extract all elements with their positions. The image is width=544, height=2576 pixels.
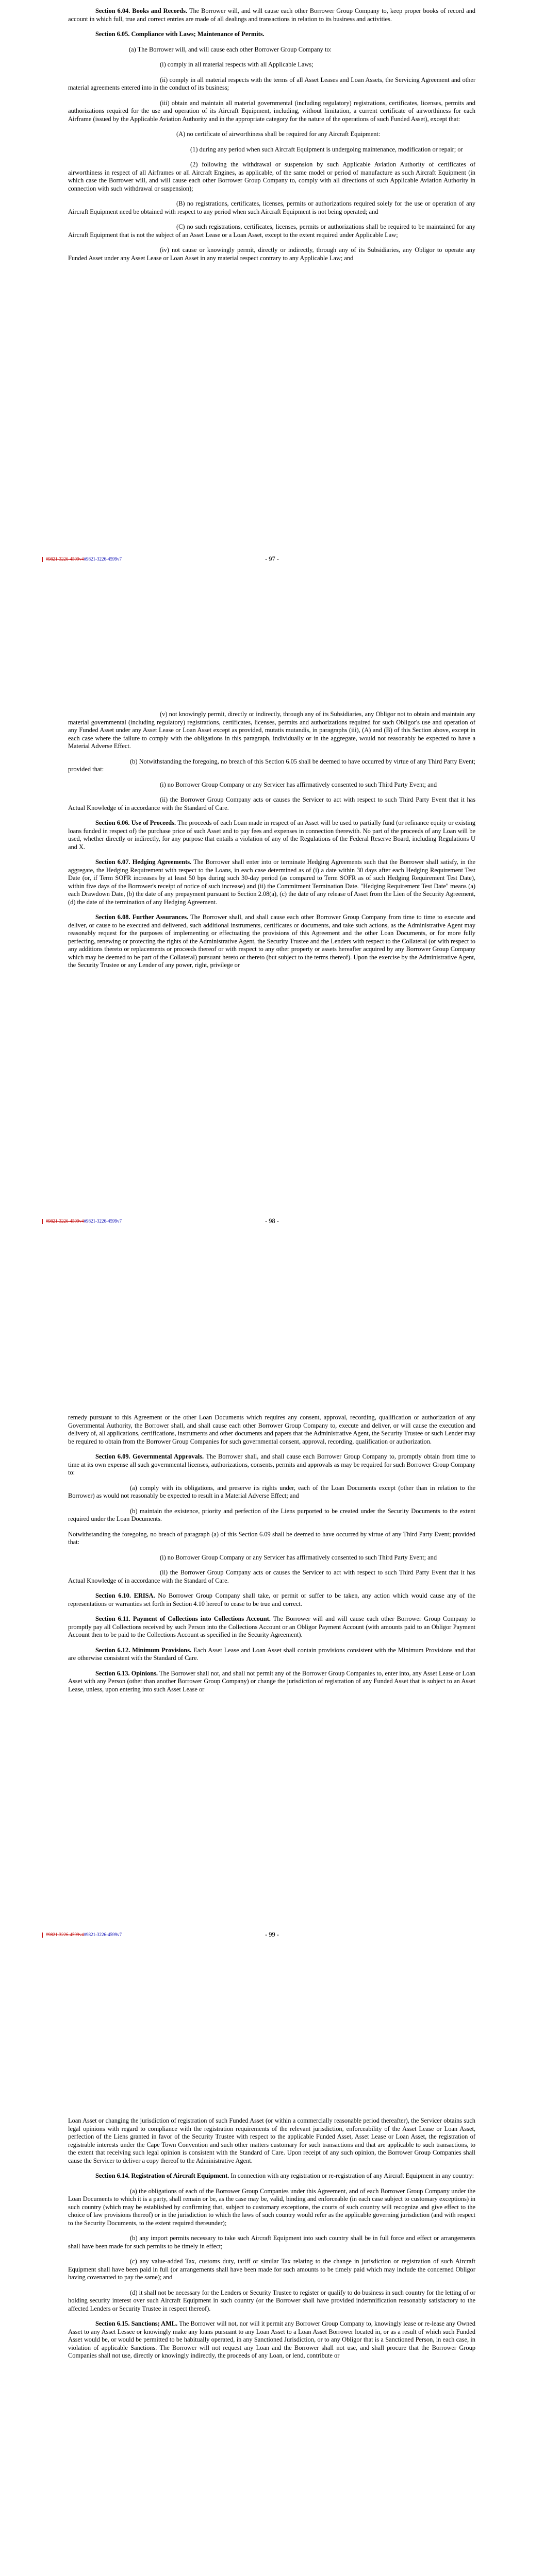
paragraph: Section 6.04. Books and Records. The Borrower will, and will cause each other Borrower Group Company to, keep proper books of record and account in which full, true and correct entries are made of all dealings and transactions in relation to its business and activities. xyxy=(68,7,475,23)
paragraph: Section 6.15. Sanctions; AML. The Borrower will not, nor will it permit any Borrower Group Company to, knowingly lease or re-lease any Owned Asset to any Asset Lessee or knowingly make any loans pursuant to any Loan Asset to a Loan Asset Borrower located in, or as a result of which such Funded Asset would be, or would be permitted to be habitually operated, in any Sanctioned Jurisdiction, or to any Obligor that is a Sanctioned Person, in each case, in violation of applicable Sanctions. The Borrower will not request any Loan and the Borrower shall not use, and shall procure that the Borrower Group Companies shall not use, directly or knowingly indirectly, the proceeds of any Loan, or lend, contribute or xyxy=(68,2320,475,2359)
page-body xyxy=(68,710,475,977)
paragraph: (c) any value-added Tax, customs duty, tariff or similar Tax relating to the change in jurisdiction or registration of such Aircraft Equipment shall have been paid in full (or arrangements shall have been made for such amounts to be timely paid which may include the concerned Obligor having covenanted to pay the same); and xyxy=(68,2258,475,2281)
inserted-doc-id: #9821-3226-4599v7 xyxy=(84,1932,122,1937)
paragraph: (a) the obligations of each of the Borrower Group Companies under this Agreement, and of each Borrower Group Company under the Loan Documents to which it is a party, shall remain or be, as the case may be, valid, binding and enforceable (in each case subject to customary exceptions) in such country (which may be established by confirming that, subject to customary exceptions, the courts of such country will recognize and give effect to the choice of law provisions thereof) or in the jurisdiction to which the laws of such country would refer as the applicable governing jurisdiction (and with respect to the Security Documents, to the extent required thereunder); xyxy=(68,2187,475,2227)
paragraph: Section 6.06. Use of Proceeds. The proceeds of each Loan made in respect of an Asset will be used to partially fund (or refinance equity or existing loans funded in respect of) the purchase price of such Asset and to pay fees and expenses in connection therewith. No part of the proceeds of any Loan will be used, whether directly or indirectly, for any purpose that entails a violation of any of the Regulations of the Federal Reserve Board, including Regulations U and X. xyxy=(68,819,475,851)
paragraph: (i) comply in all material respects with all Applicable Laws; xyxy=(160,61,314,68)
paragraph: (ii) the Borrower Group Company acts or causes the Servicer to act with respect to such Third Party Event that it has Actual Knowledge of in accordance with the Standard of Care. xyxy=(68,1569,475,1584)
paragraph: (A) no certificate of airworthiness shall be required for any Aircraft Equipment: xyxy=(176,130,381,138)
paragraph: remedy pursuant to this Agreement or the other Loan Documents which requires any consent, approval, recording, qualification or authorization of any Governmental Authority, the Borrower shall, and shall cause each other Borrower Group Company to, execute and deliver, or will cause the execution and delivery of, all applications, certifications, instruments and other documents and papers that the Administrative Agent, the Security Trustee or such Lender may be required to obtain from the Borrower Group Companies for such governmental consent, approval, recording, qualification or authorization. xyxy=(68,1414,475,1445)
paragraph: Section 6.10. ERISA. No Borrower Group Company shall take, or permit or suffer to be taken, any action which would cause any of the representations or warranties set forth in Section 4.10 hereof to cease to be true and correct. xyxy=(68,1592,475,1607)
paragraph: Section 6.14. Registration of Aircraft Equipment. In connection with any registration or re-registration of any Aircraft Equipment in any country: xyxy=(95,2172,474,2179)
paragraph: (i) no Borrower Group Company or any Servicer has affirmatively consented to such Third Party Event; and xyxy=(160,781,437,788)
page-97 xyxy=(0,0,544,703)
paragraph: (iv) not cause or knowingly permit, directly or indirectly, through any of its Subsidiaries, any Obligor to operate any Funded Asset under any Asset Lease or Loan Asset in any material respect contrary to any Applicable Law; and xyxy=(68,246,475,262)
page-body xyxy=(68,2117,475,2367)
paragraph: (i) no Borrower Group Company or any Servicer has affirmatively consented to such Third Party Event; and xyxy=(160,1553,437,1561)
deleted-doc-id: #9821-3226-4599v4 xyxy=(46,556,84,562)
paragraph: (b) Notwithstanding the foregoing, no breach of this Section 6.05 shall be deemed to have occurred by virtue of any Third Party Event; provided that: xyxy=(68,757,475,773)
paragraph: (a) comply with its obligations, and preserve its rights under, each of the Loan Documents except (other than in relation to the Borrower) as would not reasonably be expected to result in a Material Adverse Effect; and xyxy=(68,1484,475,1499)
deleted-doc-id: #9821-3226-4599v4 xyxy=(46,1932,84,1937)
deleted-doc-id: #9821-3226-4599v4 xyxy=(46,1218,84,1224)
page-99 xyxy=(0,1406,544,2110)
paragraph: Section 6.05. Compliance with Laws; Maintenance of Permits. xyxy=(95,30,265,38)
paragraph: (iii) obtain and maintain all material governmental (including regulatory) registrations, certificates, licenses, permits and authorizations required for the use and operation of its Aircraft Equipment, including, without limitation, a current certificate of airworthiness for each Airframe (issued by the Applicable Aviation Authority and in the appropriate category for the nature of the operations of such Funded Asset), except that: xyxy=(68,99,475,123)
page-number: - 99 - xyxy=(265,1931,279,1938)
paragraph: (a) The Borrower will, and will cause each other Borrower Group Company to: xyxy=(129,45,332,53)
paragraph: Section 6.08. Further Assurances. The Borrower shall, and shall cause each other Borrower Group Company from time to time to execute and deliver, or cause to be executed and delivered, such additional instruments, certificates or documents, and take such actions, as the Administrative Agent may reasonably request for the purposes of implementing or effectuating the provisions of this Agreement and the other Loan Documents, or for more fully perfecting, renewing or protecting the rights of the Administrative Agent, the Security Trustee and the Lenders with respect to the Collateral (or with respect to any additions thereto or replacements or proceeds thereof or with respect to any other property or assets hereafter acquired by any Borrower Group Company which may be deemed to be part of the Collateral) pursuant hereto or thereto (but subject to the terms thereof). Upon the exercise by the Administrative Agent, the Security Trustee or any Lender of any power, right, privilege or xyxy=(68,913,475,969)
paragraph: (b) maintain the existence, priority and perfection of the Liens purported to be created under the Security Documents to the extent required under the Loan Documents. xyxy=(68,1507,475,1522)
paragraph: (b) any import permits necessary to take such Aircraft Equipment into such country shall be in full force and effect or arrangements shall have been made for such permits to be timely in effect; xyxy=(68,2234,475,2250)
paragraph: (B) no registrations, certificates, licenses, permits or authorizations required solely for the use or operation of any Aircraft Equipment need be obtained with respect to any period when such Aircraft Equipment is not being operated; and xyxy=(68,200,475,215)
paragraph: Loan Asset or changing the jurisdiction of registration of such Funded Asset (or within a commercially reasonable period thereafter), the Servicer obtains such legal opinions with regard to compliance with the registration requirements of the relevant jurisdiction, enforceability of the Asset Lease or Loan Asset, perfection of the Liens granted in favor of the Security Trustee with respect to the applicable Funded Asset, Asset Lease or Loan Asset, the registration of registrable interests under the Cape Town Convention and such other matters customary for such transactions and that are applicable to such transactions, to the extent that receiving such legal opinion is consistent with the Standard of Care. Upon receipt of any such opinion, the Borrower Group Companies shall cause the Servicer to deliver a copy thereof to the Administrative Agent. xyxy=(68,2117,475,2164)
paragraph: Notwithstanding the foregoing, no breach of paragraph (a) of this Section 6.09 shall be deemed to have occurred by virtue of any Third Party Event; provided that: xyxy=(68,1530,475,1546)
paragraph: (ii) the Borrower Group Company acts or causes the Servicer to act with respect to such Third Party Event that it has Actual Knowledge of in accordance with the Standard of Care. xyxy=(68,796,475,811)
paragraph: Section 6.11. Payment of Collections into Collections Account. The Borrower will and will cause each other Borrower Group Company to promptly pay all Collections received by such Person into the Collections Account or an Obligor Payment Account (with amounts paid to an Obligor Payment Account then to be paid to the Collections Account as specified in the Security Agreement). xyxy=(68,1615,476,1638)
page-number: - 97 - xyxy=(265,555,279,563)
page-number: - 98 - xyxy=(265,1217,279,1225)
paragraph: (C) no such registrations, certificates, licenses, permits or authorizations shall be required to be maintained for any Aircraft Equipment that is not the subject of an Asset Lease or a Loan Asset, except to the extent required under Applicable Law; xyxy=(68,223,475,239)
page-100 xyxy=(0,2110,544,2576)
paragraph: Section 6.07. Hedging Agreements. The Borrower shall enter into or terminate Hedging Agreements such that the Borrower shall satisfy, in the aggregate, the Hedging Requirement with respect to the Loans, in each case determined as of (i) a date within 30 days after each Hedging Requirement Test Date (or, if Term SOFR increases by at least 50 bps during such 30-day period (as compared to Term SOFR as of such Hedging Requirement Test Date), within five days of the Borrower's receipt of notice of such increase) and (ii) the Commitment Termination Date. "Hedging Requirement Test Date" means (a) each Drawdown Date, (b) the date of any prepayment pursuant to Section 2.08(a), (c) the date of any release of Asset from the Lien of the Security Agreement, (d) the date of the termination of any Hedging Agreement. xyxy=(68,858,475,906)
inserted-doc-id: #9821-3226-4599v7 xyxy=(84,556,122,562)
paragraph: Section 6.09. Governmental Approvals. The Borrower shall, and shall cause each Borrower Group Company to, promptly obtain from time to time at its own expense all such governmental licenses, authorizations, consents, permits and approvals as may be required for such Borrower Group Company to: xyxy=(68,1453,475,1476)
page-98 xyxy=(0,703,544,1406)
paragraph: (2) following the withdrawal or suspension by such Applicable Aviation Authority of certificates of airworthiness in respect of all Airframes or all Aircraft Engines, as applicable, of the same model or period of manufacture as such Aircraft Equipment (in which case the Borrower will, and will cause each other Borrower Group Company to, comply with all directions of such Applicable Aviation Authority in connection with such withdrawal or suspension); xyxy=(68,161,475,192)
inserted-doc-id: #9821-3226-4599v7 xyxy=(84,1218,122,1224)
paragraph: (ii) comply in all material respects with the terms of all Asset Leases and Loan Assets, the Servicing Agreement and other material agreements entered into in the conduct of its business; xyxy=(68,76,475,91)
page-body xyxy=(68,7,475,269)
paragraph: Section 6.12. Minimum Provisions. Each Asset Lease and Loan Asset shall contain provisions consistent with the Minimum Provisions and that are otherwise consistent with the Standard of Care. xyxy=(68,1646,475,1662)
paragraph: (v) not knowingly permit, directly or indirectly, through any of its Subsidiaries, any Obligor not to obtain and maintain any material governmental (including regulatory) registrations, certificates, licenses, permits and authorizations required for such Obligor's use and operation of any Funded Asset under any Asset Lease or Loan Asset except as provided, mutatis mutandis, in paragraphs (iii), (A) and (B) of this Section above, except in each case where the failure to comply with the obligations in this paragraph, individually or in the aggregate, would not reasonably be expected to have a Material Adverse Effect. xyxy=(68,710,475,750)
paragraph: Section 6.13. Opinions. The Borrower shall not, and shall not permit any of the Borrower Group Companies to, enter into, any Asset Lease or Loan Asset with any Person (other than another Borrower Group Company) or change the jurisdiction of registration of any Funded Asset that is subject to an Asset Lease, unless, upon entering into such Asset Lease or xyxy=(68,1669,475,1693)
paragraph: (1) during any period when such Aircraft Equipment is undergoing maintenance, modification or repair; or xyxy=(190,145,463,153)
page-body xyxy=(68,1414,475,1701)
paragraph: (d) it shall not be necessary for the Lenders or Security Trustee to register or qualify to do business in such country for the letting of or holding security interest over such Aircraft Equipment in such country (or the Borrower shall have provided indemnification reasonably satisfactory to the affected Lenders or Security Trustee in respect thereof). xyxy=(68,2289,475,2312)
